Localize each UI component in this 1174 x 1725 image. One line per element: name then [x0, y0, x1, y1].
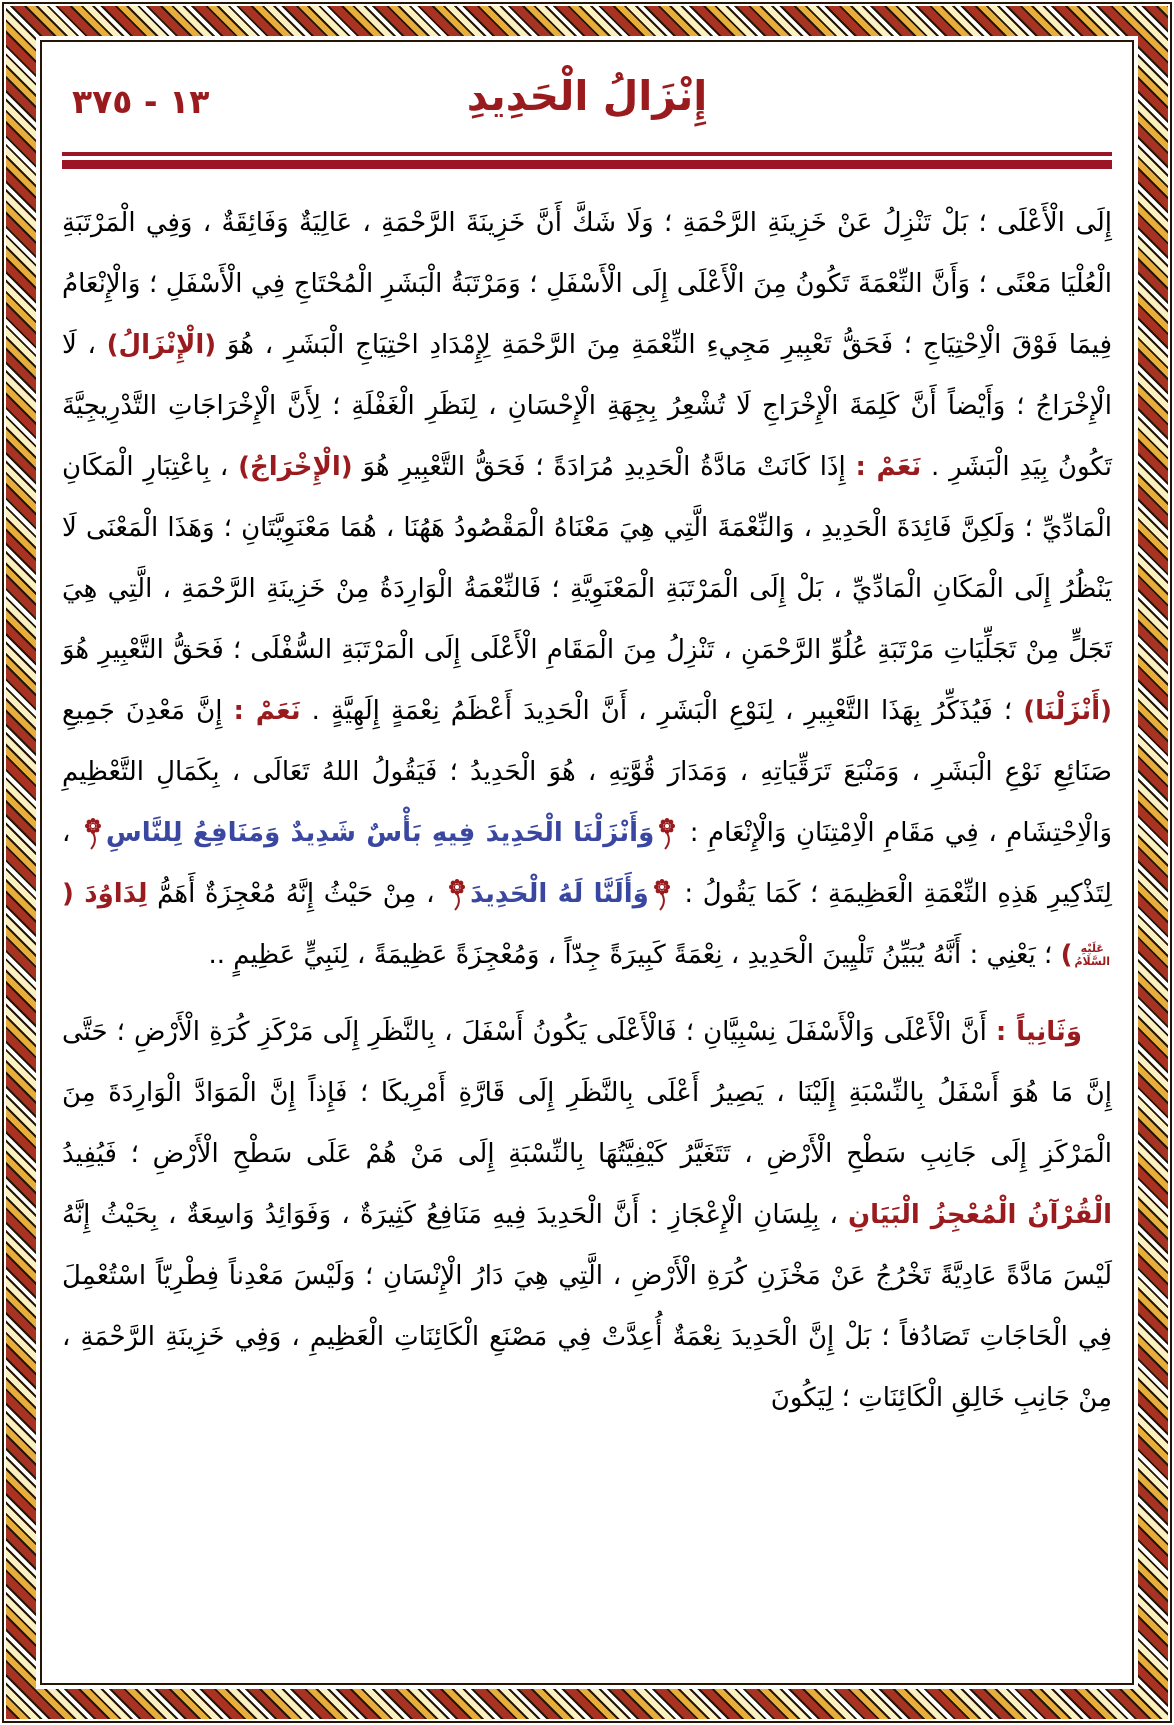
highlight-red-text: ) — [1060, 940, 1073, 970]
ornate-bracket-rosette-icon — [83, 817, 103, 851]
paragraph-1 — [62, 193, 1112, 986]
highlight-red-text: الْقُرْآنُ الْمُعْجِزُ الْبَيَانِ — [847, 1200, 1112, 1230]
quran-verse-text: وَأَنْزَلْنَا الْحَدِيدَ فِيهِ بَأْسٌ شَدِيدٌ وَمَنَافِعُ لِلنَّاسِ — [105, 818, 655, 848]
body-text-run: ، لَا الْإِخْرَاجُ ؛ وَأَيْضاً أَنَّ كَلِمَةَ الْإِخْرَاجِ لَا تُشْعِرُ بِجِهَةِ الْإِحْسَانِ ، لِنَظَرِ الْغَفْلَةِ ؛ لِأَنَّ الْإِخْرَاجَاتِ التَّدْرِيجِيَّةَ تَكُونُ بِيَدِ الْبَشَرِ . — [62, 330, 1112, 482]
body-text-run: إِنَّ مَعْدِنَ جَمِيعِ صَنَائِعِ نَوْعِ الْبَشَرِ ، وَمَنْبَعَ تَرَقِّيَاتِهِ ، وَمَدَارَ قُوَّتِهِ ، هُوَ الْحَدِيدُ ؛ فَيَقُولُ اللهُ تَعَالَى ، بِكَمَالِ التَّعْظِيمِ وَالْاِحْتِشَامِ ، فِي مَقَامِ الْاِمْتِنَانِ وَالْإِنْعَامِ : — [62, 696, 1112, 848]
header-divider — [62, 152, 1112, 169]
highlight-red-text: وَثَانِياً : — [995, 1017, 1082, 1047]
quran-verse-text: وَأَلَنَّا لَهُ الْحَدِيدَ — [470, 879, 649, 909]
page-header — [62, 58, 1112, 146]
body-text-run: إِذَا كَانَتْ مَادَّةُ الْحَدِيدِ مُرَادَةً ؛ فَحَقُّ التَّعْبِيرِ هُوَ — [352, 452, 856, 482]
alayhi-salam-ligature: عَلَيْهِ السَّلَامُ — [1074, 942, 1110, 968]
highlight-red-text: لِدَاوُدَ ( — [62, 879, 148, 909]
paragraph-2 — [62, 1002, 1112, 1429]
page-number: ١٣ - ٣٧٥ — [72, 82, 210, 121]
highlight-red-text: (أَنْزَلْنَا) — [1023, 696, 1112, 726]
body-text-run: ، لِتَذْكِيرِ هَذِهِ النِّعْمَةِ الْعَظِيمَةِ ؛ كَمَا يَقُولُ : — [62, 818, 1112, 909]
ornate-bracket-rosette-icon — [652, 878, 672, 912]
highlight-red-text: (الْإِنْزَالُ) — [106, 330, 217, 360]
body-text — [62, 193, 1112, 1429]
ornate-bracket-rosette-icon — [657, 817, 677, 851]
highlight-red-text: نَعَمْ : — [233, 696, 301, 726]
body-text-run: ، مِنْ حَيْثُ إِنَّهُ مُعْجِزَةٌ أَهَمُّ — [147, 879, 445, 909]
body-text-run: ؛ فَيُذَكِّرُ بِهَذَا التَّعْبِيرِ ، لِنَوْعِ الْبَشَرِ ، أَنَّ الْحَدِيدَ أَعْظَمُ نِعْمَةٍ إِلَهِيَّةٍ . — [300, 696, 1024, 726]
ornate-bracket-rosette-icon — [447, 878, 467, 912]
body-text-run: أَنَّ الْأَعْلَى وَالْأَسْفَلَ نِسْبِيَّانِ ؛ فَالْأَعْلَى يَكُونُ أَسْفَلَ ، بِالنَّظَرِ إِلَى مَرْكَزِ كُرَةِ الْأَرْضِ ؛ حَتَّى إِنَّ مَا هُوَ أَسْفَلُ بِالنِّسْبَةِ إِلَيْنَا ، يَصِيرُ أَعْلَى بِالنَّظَرِ إِلَى قَارَّةِ أَمْرِيكَا ؛ فَإِذاً إِنَّ الْمَوَادَّ الْوَارِدَةَ مِنَ الْمَرْكَزِ إِلَى جَانِبِ سَطْحِ الْأَرْضِ ، تَتَغَيَّرُ كَيْفِيَّتُهَا بِالنِّسْبَةِ إِلَى مَنْ هُمْ عَلَى سَطْحِ الْأَرْضِ ؛ فَيُفِيدُ — [62, 1017, 1112, 1169]
highlight-red-text: نَعَمْ : — [855, 452, 922, 482]
page-title: إِنْزَالُ الْحَدِيدِ — [466, 72, 708, 120]
body-text-run: إِلَى الْأَعْلَى ؛ بَلْ تَنْزِلُ عَنْ خَزِينَةِ الرَّحْمَةِ ؛ وَلَا شَكَّ أَنَّ خَزِينَةَ الرَّحْمَةِ ، عَالِيَةٌ وَفَائِقَةٌ ، وَفِي الْمَرْتَبَةِ الْعُلْيَا مَعْنًى ؛ وَأَنَّ النِّعْمَةَ تَكُونُ مِنَ الْأَعْلَى إِلَى الْأَسْفَلِ ؛ وَمَرْتَبَةُ الْبَشَرِ الْمُحْتَاجِ فِي الْأَسْفَلِ ؛ وَالْإِنْعَامُ فِيمَا فَوْقَ الْاِحْتِيَاجِ ؛ فَحَقُّ تَعْبِيرِ مَجِيءِ النِّعْمَةِ مِنَ الرَّحْمَةِ لِإِمْدَادِ احْتِيَاجِ الْبَشَرِ ، هُوَ — [62, 208, 1113, 360]
page-content — [62, 58, 1112, 1673]
body-text-run: ، بِاعْتِبَارِ الْمَكَانِ الْمَادِّيِّ ؛ وَلَكِنَّ فَائِدَةَ الْحَدِيدِ ، وَالنِّعْمَةَ الَّتِي هِيَ مَعْنَاهُ الْمَقْصُودُ هَهُنَا ، هُمَا مَعْنَوِيَّتَانِ ؛ وَهَذَا الْمَعْنَى لَا يَنْظُرُ إِلَى الْمَكَانِ الْمَادِّيِّ ، بَلْ إِلَى الْمَرْتَبَةِ الْمَعْنَوِيَّةِ ؛ فَالنِّعْمَةُ الْوَارِدَةُ مِنْ خَزِينَةِ الرَّحْمَةِ ، الَّتِي هِيَ تَجَلٍّ مِنْ تَجَلِّيَاتِ مَرْتَبَةِ عُلُوِّ الرَّحْمَنِ ، تَنْزِلُ مِنَ الْمَقَامِ الْأَعْلَى إِلَى الْمَرْتَبَةِ السُّفْلَى ؛ فَحَقُّ التَّعْبِيرِ هُوَ — [62, 452, 1112, 665]
divider-thick-line — [62, 160, 1112, 169]
highlight-red-text: (الْإِخْرَاجُ) — [238, 452, 353, 482]
body-text-run: ، بِلِسَانِ الْإِعْجَازِ : أَنَّ الْحَدِيدَ فِيهِ مَنَافِعُ كَثِيرَةٌ ، وَفَوَائِدُ وَاسِعَةٌ ، بِحَيْثُ إِنَّهُ لَيْسَ مَادَّةً عَادِيَّةً تَخْرُجُ عَنْ مَخْزَنِ كُرَةِ الْأَرْضِ ، الَّتِي هِيَ دَارُ الْإِنْسَانِ ؛ وَلَيْسَ مَعْدِناً فِطْرِيّاً اسْتُعْمِلَ فِي الْحَاجَاتِ تَصَادُفاً ؛ بَلْ إِنَّ الْحَدِيدَ نِعْمَةٌ أُعِدَّتْ فِي مَصْنَعِ الْكَائِنَاتِ الْعَظِيمِ ، وَفِي خَزِينَةِ الرَّحْمَةِ ، مِنْ جَانِبِ خَالِقِ الْكَائِنَاتِ ؛ لِيَكُونَ — [62, 1200, 1112, 1413]
body-text-run: ؛ يَعْنِي : أَنَّهُ يُبَيِّنُ تَلْيِينَ الْحَدِيدِ ، نِعْمَةً كَبِيرَةً جِدّاً ، وَمُعْجِزَةً عَظِيمَةً ، لِنَبِيٍّ عَظِيمٍ .. — [208, 940, 1061, 970]
